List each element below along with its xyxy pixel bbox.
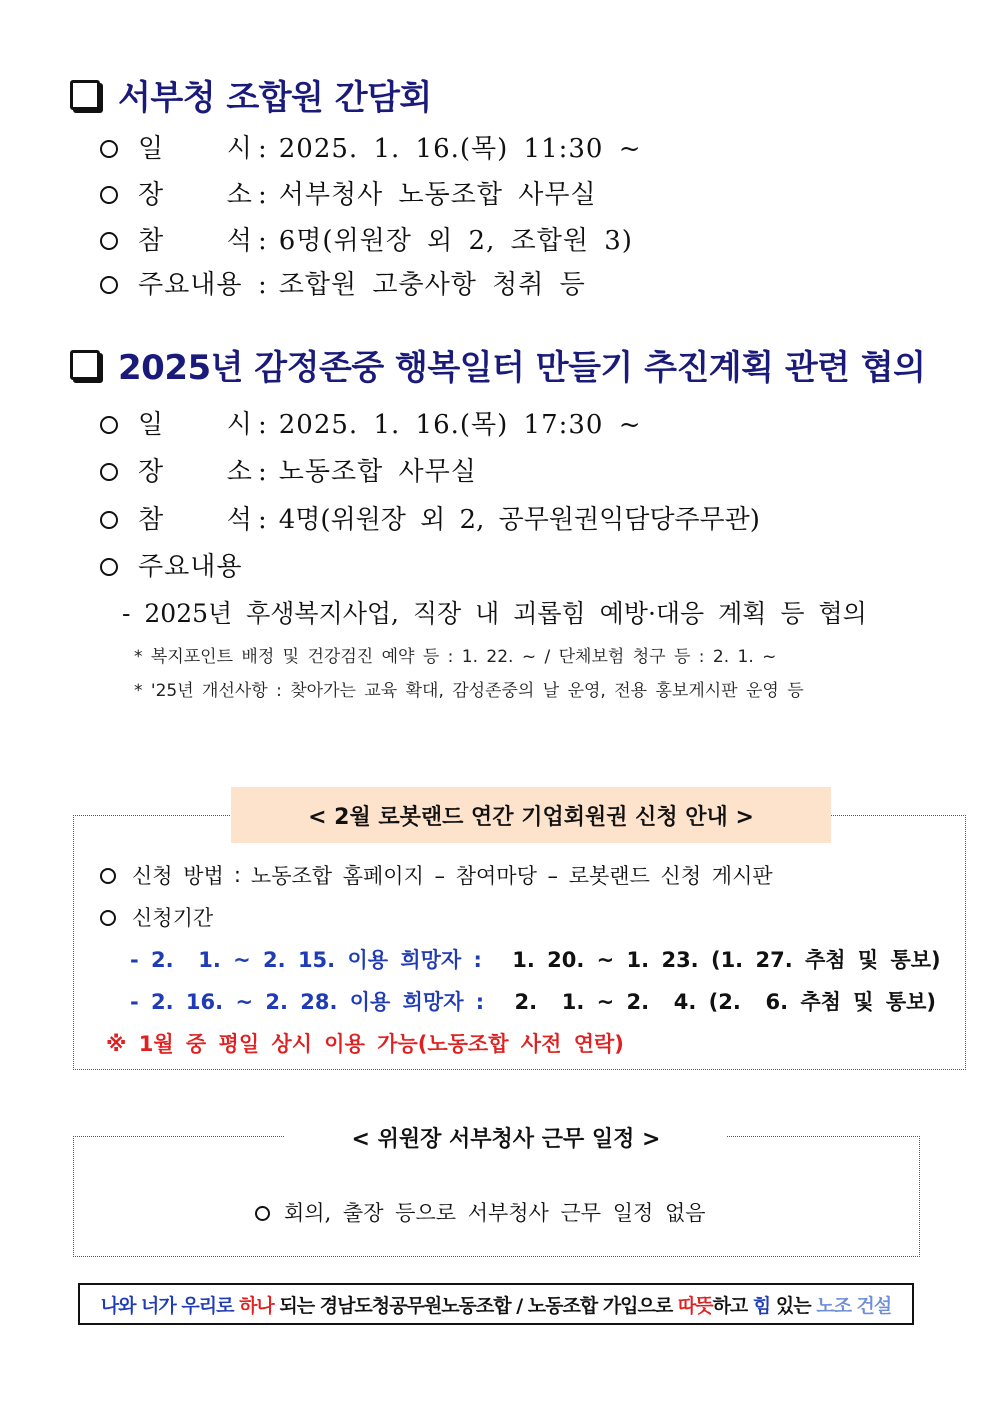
period-item bbox=[130, 986, 936, 1016]
period-dates: 2. 1. ~ 2. 4. (2. 6. 추첨 및 통보) bbox=[514, 990, 937, 1014]
row-label: 일 시 bbox=[138, 134, 254, 164]
circle-bullet-icon bbox=[100, 416, 118, 434]
row-label: 장 소 bbox=[138, 180, 254, 210]
method-value: 노동조합 홈페이지 – 참여마당 – 로봇랜드 신청 게시판 bbox=[250, 864, 773, 888]
slogan-part: 노조 건설 bbox=[816, 1294, 892, 1317]
circle-bullet-icon bbox=[100, 910, 116, 926]
circle-bullet-icon bbox=[100, 276, 118, 294]
circle-bullet-icon bbox=[100, 186, 118, 204]
period-dates: 1. 20. ~ 1. 23. (1. 27. 추첨 및 통보) bbox=[512, 948, 941, 972]
schedule-row bbox=[255, 1197, 706, 1227]
info-row-place: 장 소 : 노동조합 사무실 bbox=[100, 451, 477, 488]
section-title-meeting bbox=[70, 70, 432, 119]
row-value: 서부청사 노동조합 사무실 bbox=[278, 180, 597, 210]
period-item bbox=[130, 944, 941, 974]
schedule-title: < 위원장 서부청사 근무 일정 > bbox=[285, 1118, 727, 1156]
slogan-part: 힘 bbox=[752, 1294, 771, 1317]
info-row-datetime: 일 시 : 2025. 1. 16.(목) 17:30 ~ bbox=[100, 404, 642, 441]
row-value: 4명(위원장 외 2, 공무원권익담당주무관) bbox=[278, 505, 760, 535]
info-row-attendees: 참 석 : 6명(위원장 외 2, 조합원 3) bbox=[100, 220, 633, 257]
section-title-text: 2025년 감정존중 행복일터 만들기 추진계획 관련 협의 bbox=[118, 348, 926, 388]
row-value: 노동조합 사무실 bbox=[278, 457, 477, 487]
slogan-part: 되는 경남도청공무원노동조합 / 노동조합 가입으로 bbox=[273, 1294, 678, 1317]
slogan-part: 나와 너가 우리로 bbox=[100, 1294, 240, 1317]
note-line: * '25년 개선사항 : 찾아가는 교육 확대, 감성존중의 날 운영, 전용 홍보게시판 운영 등 bbox=[134, 681, 804, 701]
period-label: 신청기간 bbox=[132, 906, 214, 930]
row-value: 조합원 고충사항 청취 등 bbox=[278, 270, 586, 300]
circle-bullet-icon bbox=[100, 140, 118, 158]
row-label: 주요내용 bbox=[138, 552, 243, 582]
circle-bullet-icon bbox=[100, 463, 118, 481]
circle-bullet-icon bbox=[100, 511, 118, 529]
slogan-part: 있는 bbox=[770, 1294, 817, 1317]
method-label: 신청 방법 bbox=[132, 864, 224, 888]
row-label: 참 석 bbox=[138, 505, 254, 535]
row-value: 2025. 1. 16.(목) 17:30 ~ bbox=[278, 410, 642, 440]
circle-bullet-icon bbox=[255, 1206, 270, 1221]
notice-remark: ※ 1월 중 평일 상시 이용 가능(노동조합 사전 연락) bbox=[106, 1032, 624, 1056]
row-label: 참 석 bbox=[138, 226, 254, 256]
row-label: 일 시 bbox=[138, 410, 254, 440]
checkbox-square-icon bbox=[70, 80, 100, 110]
checkbox-square-icon bbox=[70, 350, 100, 380]
slogan-part: 따뜻 bbox=[677, 1294, 713, 1317]
row-label: 주요내용 bbox=[138, 270, 243, 300]
circle-bullet-icon bbox=[100, 558, 118, 576]
notice-method-row: 신청 방법 : 노동조합 홈페이지 – 참여마당 – 로봇랜드 신청 게시판 bbox=[100, 860, 773, 890]
note-line: * 복지포인트 배정 및 건강검진 예약 등 : 1. 22. ~ / 단체보험 청구 등 : 2. 1. ~ bbox=[134, 647, 777, 667]
circle-bullet-icon bbox=[100, 232, 118, 250]
footer-slogan bbox=[78, 1283, 914, 1325]
circle-bullet-icon bbox=[100, 868, 116, 884]
detail-line: - 2025년 후생복지사업, 직장 내 괴롭힘 예방·대응 계획 등 협의 bbox=[122, 599, 867, 628]
slogan-part: 하나 bbox=[239, 1294, 274, 1317]
row-value: 2025. 1. 16.(목) 11:30 ~ bbox=[278, 134, 642, 164]
info-row-content bbox=[100, 546, 242, 583]
notice-title: < 2월 로봇랜드 연간 기업회원권 신청 안내 > bbox=[231, 787, 831, 843]
section-title-text: 서부청 조합원 간담회 bbox=[118, 78, 432, 118]
period-range: - 2. 16. ~ 2. 28. 이용 희망자 : bbox=[130, 990, 485, 1014]
info-row-attendees: 참 석 : 4명(위원장 외 2, 공무원권익담당주무관) bbox=[100, 499, 760, 536]
notice-period-row bbox=[100, 902, 213, 932]
row-value: 6명(위원장 외 2, 조합원 3) bbox=[278, 226, 633, 256]
info-row-content: 주요내용 : 조합원 고충사항 청취 등 bbox=[100, 264, 586, 301]
section-title-consultation bbox=[70, 340, 926, 389]
schedule-text: 회의, 출장 등으로 서부청사 근무 일정 없음 bbox=[284, 1201, 706, 1225]
info-row-datetime: 일 시 : 2025. 1. 16.(목) 11:30 ~ bbox=[100, 128, 642, 165]
row-label: 장 소 bbox=[138, 457, 254, 487]
info-row-place: 장 소 : 서부청사 노동조합 사무실 bbox=[100, 174, 597, 211]
slogan-part: 하고 bbox=[712, 1294, 753, 1317]
period-range: - 2. 1. ~ 2. 15. 이용 희망자 : bbox=[130, 948, 482, 972]
